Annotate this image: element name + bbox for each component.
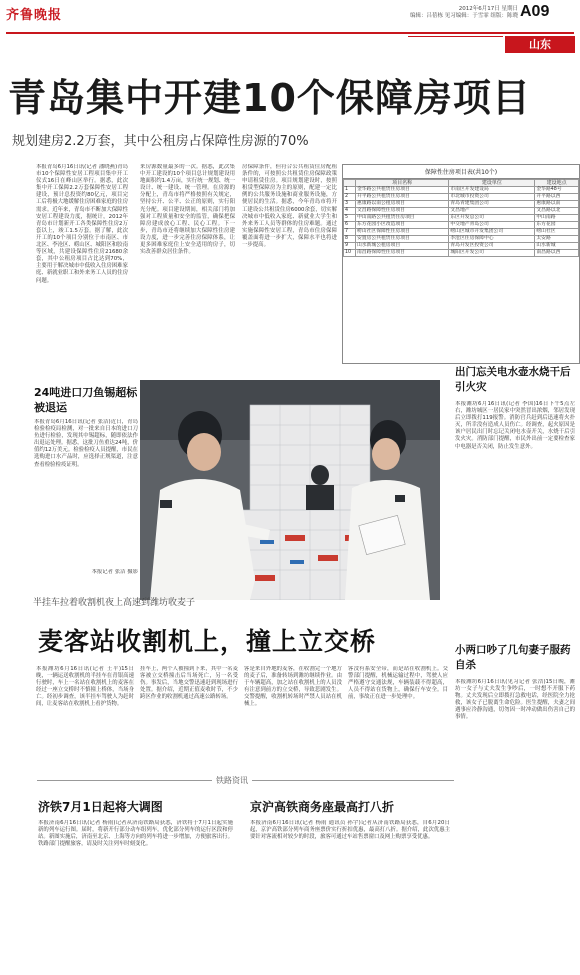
- table-title: 保障性住房项目表(共10个): [343, 165, 579, 179]
- table-cell: 10: [344, 250, 356, 257]
- section-label: 山东: [505, 36, 575, 53]
- editor-line: 编辑：吕蓓栋 见习编辑：于雪霏 组版：陈晓: [410, 13, 518, 19]
- second-headline: 麦客站收割机上，撞上立交桥: [38, 627, 377, 656]
- table-cell: 市南区开发建设局: [449, 187, 535, 194]
- table-cell: 南昌路以西: [535, 250, 579, 257]
- side-story-credit: 本报记者 张洁 摄影: [91, 569, 138, 575]
- right-column: [455, 365, 575, 939]
- newspaper-logo: 齐鲁晚报: [6, 8, 63, 23]
- page-number: A09: [520, 3, 550, 20]
- rail-story1-headline: 济铁7月1日起将大调图: [38, 800, 163, 814]
- table-row: [344, 250, 579, 257]
- table-header-cell: 建设地点: [535, 180, 579, 187]
- table-cell: 山水新城: [535, 243, 579, 250]
- lead-body-col1: 本报青岛6月16日讯(记者 潘晓燕)青岛市10个保障性安居工程项目集中开工仪式16日在峰山区举行。据悉，此次集中开工保障2.2万套保障性安居工程建设，预计总投资约80亿元，项目完工后将极大地缓解住房困难家庭的住房需求。近年来，青岛市不断加大保障性安居工程建设力度，据统计，2012年青岛市计划新开工各类保障性住房2万套以上，竣工1.5万套。据了解，此次开工的10个项目分别位于市南区、市北区、李沧区、崂山区、城阳区和胶南等区域，共建设保障性住房21680余套，其中公租房项目占比达到70%，主要用于解决城市中低收入住房困难家庭、新就业职工和外来务工人员的住房问题。: [36, 164, 128, 284]
- table-row: [344, 229, 579, 236]
- table-row: [344, 187, 579, 194]
- rail-section-tag: 铁路资讯: [212, 775, 252, 786]
- table-cell: 李沧区住房保障中心: [449, 236, 535, 243]
- table-row: [344, 222, 579, 229]
- table-cell: 文昌地产: [449, 208, 535, 215]
- table-cell: 文昌路保障性住房项目: [356, 208, 449, 215]
- table-cell: 8: [344, 236, 356, 243]
- table-cell: 文昌路以北: [535, 208, 579, 215]
- table-cell: 崂山社区: [535, 229, 579, 236]
- lead-headline: 青岛集中开建10个保障房项目: [8, 76, 531, 120]
- table-row: [344, 201, 579, 208]
- table-header-cell: 项目名称: [356, 180, 449, 187]
- table-header-row: [344, 180, 579, 187]
- table-cell: 2: [344, 194, 356, 201]
- table-cell: 开平路以西: [535, 194, 579, 201]
- project-table: [342, 164, 580, 364]
- table-cell: 6: [344, 222, 356, 229]
- table-cell: 东区开发总公司: [449, 215, 535, 222]
- table-cell: 9: [344, 243, 356, 250]
- table-cell: 惠康路以南: [535, 201, 579, 208]
- table-row: [344, 236, 579, 243]
- table-cell: 中山南路: [535, 215, 579, 222]
- table-cell: 崂山区城市开发集团公司: [449, 229, 535, 236]
- rail-story2-headline: 京沪高铁商务座最高打八折: [250, 800, 395, 814]
- photo-caption: 半挂车拉着收割机夜上高速到潍坊收麦子: [33, 598, 196, 608]
- table-row: [344, 194, 579, 201]
- lead-body-col3: 房保障条件，但符合公共租赁住房配租条件的，可按照公共租赁住房保障政策申请租赁住房。项目规划建设时，按照租赁型保障房为主的原则，配建一定比例的公共服务设施和商业服务设施，方便居民的生活。据悉，今年青岛市将开工建设公共租赁住房6000余套，切实解决城市中低收入家庭、新就业大学生和外来务工人员等群体的住房难题。通过实施保障性安居工程，青岛市住房保障覆盖面将进一步扩大，保障水平也将进一步提高。: [242, 164, 337, 249]
- section-rule: [408, 36, 503, 54]
- masthead-meta: [400, 6, 518, 20]
- table-cell: 青岛开发区投资公司: [449, 243, 535, 250]
- table-cell: 金华路48号: [535, 187, 579, 194]
- side-story: [34, 385, 138, 595]
- table-cell: 惠康路以南公租房项目: [356, 201, 449, 208]
- table-row: [344, 208, 579, 215]
- second-body-col4: 客没有系安全带，而是站在收割机上。交警部门提醒，机械运输过程中，驾驶人应严格遵守交通法规，车辆装载不得超高，人员不得站在货物上，确保行车安全。目前，事故正在进一步处理中。: [348, 666, 448, 701]
- lead-body-col2: 来房源数量最多的一次。据悉，此次集中开工建设的10个项目总计规划建设用地面积约1.4万亩，实行统一规划、统一设计、统一建设、统一管理。在房源的分配上，青岛市将严格按照有关规定，坚持公开、公平、公正的原则，实行阳光分配。项目建设期间，相关部门将加强对工程质量和安全的监管，确保把保障房建成放心工程、民心工程。下一步，青岛市还将继续加大保障性住房建设力度，进一步完善住房保障体系，让更多困难家庭住上安全适用的房子，切实改善群众居住条件。: [140, 164, 235, 256]
- table-cell: 开平路公共租赁住房项目: [356, 194, 449, 201]
- masthead-rule: [6, 32, 574, 34]
- table-cell: 青岛青建集团公司: [449, 201, 535, 208]
- table-cell: 中山南路公共租赁住房项目: [356, 215, 449, 222]
- table-cell: 1: [344, 187, 356, 194]
- side-story-headline: 24吨进口刀鱼锡超标被退运: [34, 386, 138, 414]
- right-story1-body: 本报潍坊6月16日讯(记者 李国)16日下午5点左右，潍坊城区一居民家中突然冒出浓烟，邻居发现后立即拨打119报警。消防官兵赶到后迅速将火扑灭，所幸没有造成人员伤亡。经调查，起火原因是该户居民出门时忘记关闭电水壶开关，水烧干后引发火灾。消防部门提醒，市民外出前一定要检查家中电器是否关闭，防止发生意外。: [455, 401, 575, 450]
- project-table-grid: [343, 179, 579, 257]
- right-story2-headline: 小两口吵了几句妻子服药自杀: [455, 644, 571, 671]
- table-cell: 山水新城公租房项目: [356, 243, 449, 250]
- rail-story1-body: 本报济南6月16日讯(记者 杨雨)记者从济南铁路局获悉，济铁将于7月1日起实施新的列车运行图。届时，将新开行部分动车组列车，优化部分列车的运行区段和停站。新图实施后，济南至北京、上海等方向的列车将进一步增加，方便旅客出行。铁路部门提醒旅客，请及时关注列车时刻变化。: [38, 820, 233, 848]
- table-cell: 3: [344, 201, 356, 208]
- table-cell: 7: [344, 229, 356, 236]
- table-header-cell: 建设单位: [449, 180, 535, 187]
- table-row: [344, 243, 579, 250]
- right-story1-headline: 出门忘关电水壶水烧干后引火灾: [455, 366, 571, 393]
- photo-illustration: [140, 380, 440, 600]
- table-header-cell: [344, 180, 356, 187]
- table-cell: 东方花园: [535, 222, 579, 229]
- second-body-col3: 客是来自外地的麦客，在收割完一个地方的麦子后，准备转场到潍坊继续作业。由于车辆超高，加之站在收割机上的人员没有注意到前方的立交桥，导致悲剧发生。交警提醒，收割机转场时严禁人员站在机械上。: [244, 666, 342, 708]
- rail-story2-body: 本报济南6月16日讯(记者 杨雨 通讯员 孙宇)记者从济南铁路局获悉，自6月20日起，京沪高铁部分列车商务座票价实行折扣优惠，最高打八折。据介绍，此次优惠主要针对客流相对较少的时段，旅客可通过车站售票窗口及网上购票享受优惠。: [250, 820, 450, 841]
- second-body-col1: 本报潍坊6月16日讯(记者 王平)15日晚，一辆运送收割机的半挂车在青银高速行驶时，车上一名站在收割机上的麦客在经过一座立交桥时不慎撞上桥体，当场身亡。经初步调查，该半挂车驾驶人为赶时间，让麦客站在收割机上看护货物。: [36, 666, 134, 708]
- table-cell: 崂山社区保障性住房项目: [356, 229, 449, 236]
- date-line: 2012年6月17日 星期日: [458, 6, 518, 12]
- table-cell: 金华路公共租赁住房项目: [356, 187, 449, 194]
- table-cell: 4: [344, 208, 356, 215]
- side-story-body: 本报青岛6月16日讯(记者 张洁)近日，青岛检验检疫局检测，对一批来自日本的进口刀鱼进行检验，发现其中锡超标，随即依法作出退运处理。据悉，这批刀鱼重达24吨，价值约12万美元。检验检疫人员提醒，市民在选购进口水产品时，应选择正规渠道，注意查看检验检疫证明。: [34, 419, 138, 468]
- lead-subhead: 规划建房2.2万套，其中公租房占保障性房源的70%: [12, 134, 309, 149]
- second-body-col2: 挂车上，两个人被撞到下来，其中一名麦客被立交桥撞击后当场死亡，另一名受伤。事发后，当地交警迅速赶到现场进行处置。据介绍，近期正值麦收时节，不少跨区作业的收割机通过高速公路转场。: [140, 666, 238, 701]
- table-cell: 5: [344, 215, 356, 222]
- table-cell: 东方花园小区改造项目: [356, 222, 449, 229]
- table-body: [344, 187, 579, 257]
- table-cell: 城阳区开发公司: [449, 250, 535, 257]
- table-row: [344, 215, 579, 222]
- table-cell: 太安路: [535, 236, 579, 243]
- right-story2-body: 本报潍坊6月16日讯(见习记者 张浩)15日晚，潍坊一女子与丈夫发生争吵后，一时想不开服下药物。丈夫发现后立即拨打急救电话，经医院全力抢救，该女子已脱离生命危险。医生提醒，夫妻之间遇事应冷静沟通，切勿因一时冲动做出伤害自己的事情。: [455, 679, 575, 721]
- table-cell: 市北城市投资公司: [449, 194, 535, 201]
- table-cell: 安置房公共租赁住房项目: [356, 236, 449, 243]
- table-cell: 中交地产青岛公司: [449, 222, 535, 229]
- table-cell: 南昌路保障性住房项目: [356, 250, 449, 257]
- news-photo: [140, 380, 440, 600]
